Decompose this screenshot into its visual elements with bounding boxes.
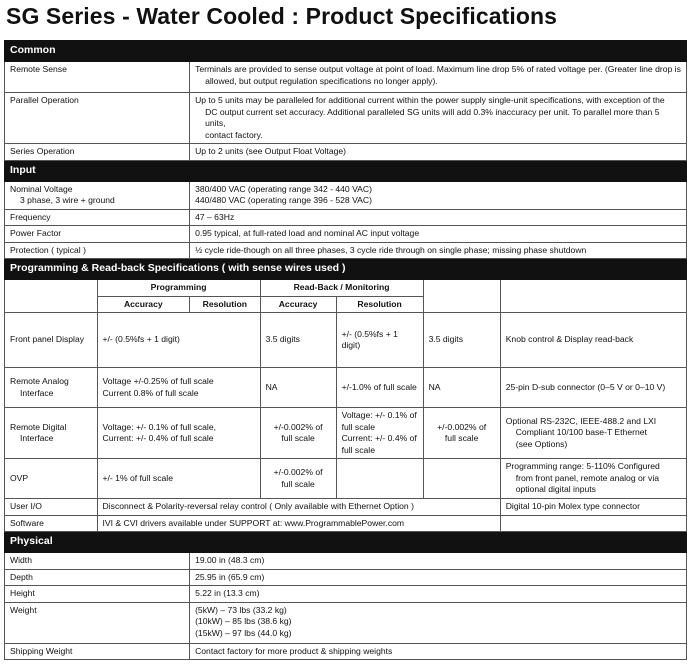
col-header-resolution: Resolution [190,296,261,313]
table-header-row [5,280,687,297]
col-header-resolution: Resolution [336,296,423,313]
row-value: Up to 5 units may be paralleled for additional current within the power supply single-unit specifications, with exception of the DC output current set accuracy. Additional paralleled SG units will add 0.3% inaccuracy per unit. To parallel more than 5 units, contact factory. [190,93,687,144]
table-row [5,62,687,93]
section-header-common: Common [5,41,687,62]
table-row [5,242,687,259]
row-label: Shipping Weight [5,643,190,660]
table-row: Software IVI & CVI drivers available under SUPPORT at: www.ProgrammablePower.com [5,515,687,532]
table-row [5,144,687,161]
row-value: 380/400 VAC (operating range 342 - 440 VAC) 440/480 VAC (operating range 396 - 528 VAC) [190,181,687,209]
table-row [5,226,687,243]
row-label: Weight [5,602,190,643]
row-label: Remote Digital Interface [5,408,98,459]
row-label: Depth [5,569,190,586]
row-label: Frequency [5,209,190,226]
col-header-accuracy: Accuracy [260,296,336,313]
row-value: Up to 2 units (see Output Float Voltage) [190,144,687,161]
row-value: 0.95 typical, at full-rated load and nominal AC input voltage [190,226,687,243]
row-label: Power Factor [5,226,190,243]
table-row: User I/O Disconnect & Polarity-reversal relay control ( Only available with Ethernet Option ) Digital 10-pin Molex type connector [5,499,687,516]
row-label: Remote Sense [5,62,190,93]
row-label: Remote Analog Interface [5,368,98,408]
row-label: User I/O [5,499,98,516]
spec-table [4,40,687,660]
row-value: Terminals are provided to sense output voltage at point of load. Maximum line drop 5% of rated voltage per. (Greater line drop is allowed, but output regulation specifications no longer apply). [190,62,687,93]
row-label: Nominal Voltage 3 phase, 3 wire + ground [5,181,190,209]
group-header-programming: Programming [97,280,260,297]
row-label: Width [5,553,190,570]
row-value: ½ cycle ride-though on all three phases, 3 cycle ride through on single phase; missing phase shutdown [190,242,687,259]
page-title: SG Series - Water Cooled : Product Specifications [6,3,558,29]
table-row: Remote Digital Interface Voltage: +/- 0.1% of full scale, Current: +/- 0.4% of full scale +/-0.002% of full scale Voltage: +/- 0.1% of full scale Current: +/- 0.4% of full scale +/-0.002% of full scale Optional RS-232C, IEEE-488.2 and LXI Compliant 10/100 base-T Ethernet (see Options) [5,408,687,459]
row-label: Parallel Operation [5,93,190,144]
row-label: Series Operation [5,144,190,161]
group-header-readback: Read-Back / Monitoring [260,280,423,297]
col-header-accuracy: Accuracy [97,296,190,313]
section-header-physical: Physical [5,532,687,553]
table-row: Front panel Display +/- (0.5%fs + 1 digit) 3.5 digits +/- (0.5%fs + 1 digit) 3.5 digits Knob control & Display read-back [5,313,687,368]
table-row: Height 5.22 in (13.3 cm) [5,586,687,603]
row-label: OVP [5,459,98,499]
row-label: Software [5,515,98,532]
row-label: Front panel Display [5,313,98,368]
table-row: Depth 25.95 in (65.9 cm) [5,569,687,586]
table-row: Remote Analog Interface Voltage +/-0.25% of full scale Current 0.8% of full scale NA +/-1.0% of full scale NA 25-pin D-sub connector (0–5 V or 0–10 V) [5,368,687,408]
table-row: Width 19.00 in (48.3 cm) [5,553,687,570]
row-label: Protection ( typical ) [5,242,190,259]
table-row [5,181,687,209]
table-row [5,93,687,144]
table-row: OVP +/- 1% of full scale +/-0.002% of full scale Programming range: 5-110% Configured from front panel, remote analog or via optional digital inputs [5,459,687,499]
row-label: Height [5,586,190,603]
table-row: Shipping Weight Contact factory for more product & shipping weights [5,643,687,660]
table-row [5,209,687,226]
section-header-programming: Programming & Read-back Specifications ( with sense wires used ) [5,259,687,280]
table-row: Weight (5kW) – 73 lbs (33.2 kg) (10kW) – 85 lbs (38.6 kg) (15kW) – 97 lbs (44.0 kg) [5,602,687,643]
section-header-input: Input [5,160,687,181]
row-value: 47 – 63Hz [190,209,687,226]
